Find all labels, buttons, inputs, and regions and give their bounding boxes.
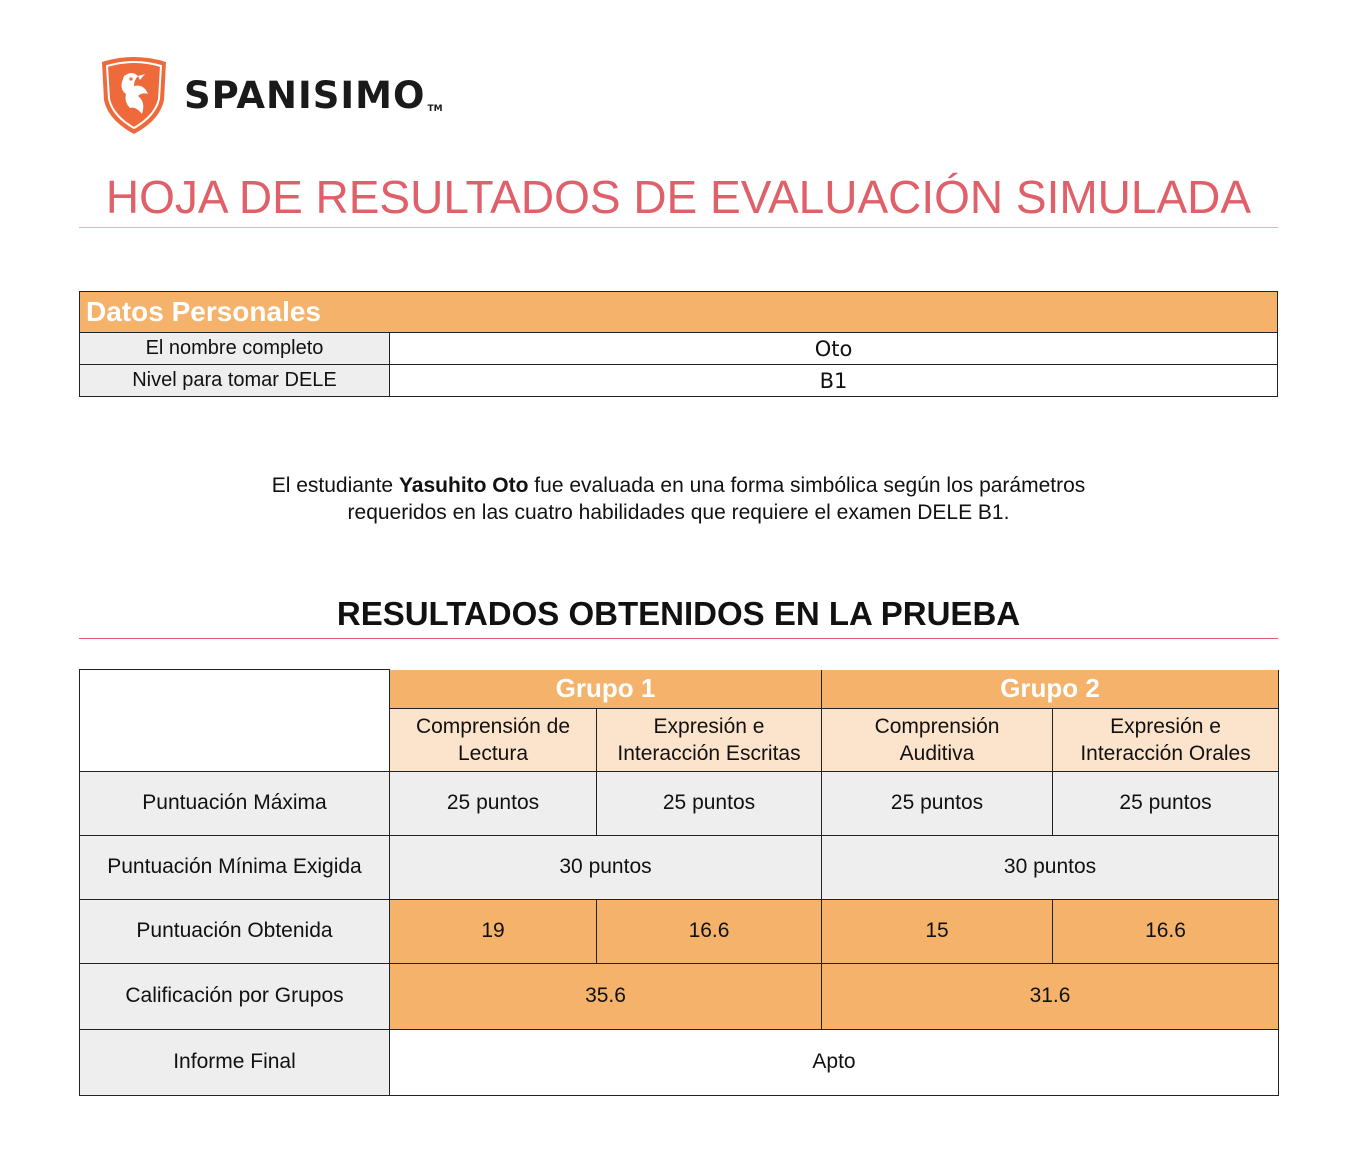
min-score-group-1: 30 puntos (390, 835, 822, 899)
min-score-label: Puntuación Mínima Exigida (80, 835, 390, 899)
table-row (80, 835, 1279, 899)
table-row (80, 1029, 1279, 1095)
skill-header-line: Expresión e (1110, 714, 1221, 738)
dele-level-label: Nivel para tomar DELE (80, 365, 390, 397)
brand-logo (98, 54, 443, 136)
results-table (79, 669, 1279, 1096)
statement-prefix: El estudiante (271, 474, 399, 497)
skill-header-line: Comprensión de (415, 714, 571, 738)
skill-header-line: Auditiva (899, 741, 975, 765)
max-score-cell: 25 puntos (597, 771, 822, 835)
max-score-cell: 25 puntos (1053, 771, 1279, 835)
table-row (80, 333, 1278, 365)
page-title: HOJA DE RESULTADOS DE EVALUACIÓN SIMULADA (105, 171, 1252, 223)
results-divider (79, 638, 1278, 639)
max-score-cell: 25 puntos (390, 771, 597, 835)
personal-data-table (79, 291, 1278, 397)
skill-listening-header (822, 708, 1053, 771)
obtained-score-cell: 16.6 (597, 899, 822, 963)
results-heading: RESULTADOS OBTENIDOS EN LA PRUEBA (336, 595, 1021, 632)
obtained-score-label: Puntuación Obtenida (80, 899, 390, 963)
skill-header-line: Expresión e (653, 714, 765, 738)
skill-header-line: Interacción Orales (1080, 741, 1251, 765)
title-divider (79, 227, 1278, 228)
group-grade-label: Calificación por Grupos (80, 963, 390, 1029)
skill-header-line: Interacción Escritas (617, 741, 801, 765)
obtained-score-cell: 15 (822, 899, 1053, 963)
brand-name: SPANISIMO (184, 73, 426, 117)
skill-writing-header (597, 708, 822, 771)
skill-header-line: Lectura (457, 741, 529, 765)
group-1-header: Grupo 1 (390, 670, 822, 709)
statement-line1-rest: fue evaluada en una forma simbólica según los parámetros (528, 474, 1086, 497)
table-row (80, 899, 1279, 963)
corner-cell (80, 670, 390, 772)
group-2-header: Grupo 2 (822, 670, 1279, 709)
final-report-label: Informe Final (80, 1029, 390, 1095)
statement-line-2: requeridos en las cuatro habilidades que requiere el examen DELE B1. (347, 501, 1010, 524)
dele-level-value: B1 (390, 365, 1278, 397)
skill-header-line: Comprensión (874, 714, 1000, 738)
skill-speaking-header (1053, 708, 1279, 771)
group-grade-1: 35.6 (390, 963, 822, 1029)
group-grade-2: 31.6 (822, 963, 1279, 1029)
student-name: Yasuhito Oto (398, 474, 529, 497)
max-score-label: Puntuación Máxima (80, 771, 390, 835)
obtained-score-cell: 19 (390, 899, 597, 963)
min-score-group-2: 30 puntos (822, 835, 1279, 899)
obtained-score-cell: 16.6 (1053, 899, 1279, 963)
full-name-label: El nombre completo (80, 333, 390, 365)
final-report-value: Apto (390, 1029, 1279, 1095)
max-score-cell: 25 puntos (822, 771, 1053, 835)
statement-line-1 (79, 472, 1278, 499)
evaluation-statement (79, 472, 1278, 526)
skill-reading-header (390, 708, 597, 771)
table-row (80, 963, 1279, 1029)
full-name-value: Oto (390, 333, 1278, 365)
table-row (80, 365, 1278, 397)
trademark-mark: TM (427, 104, 443, 114)
personal-data-header: Datos Personales (80, 292, 1278, 333)
shield-bird-icon (98, 54, 170, 136)
table-row (80, 771, 1279, 835)
